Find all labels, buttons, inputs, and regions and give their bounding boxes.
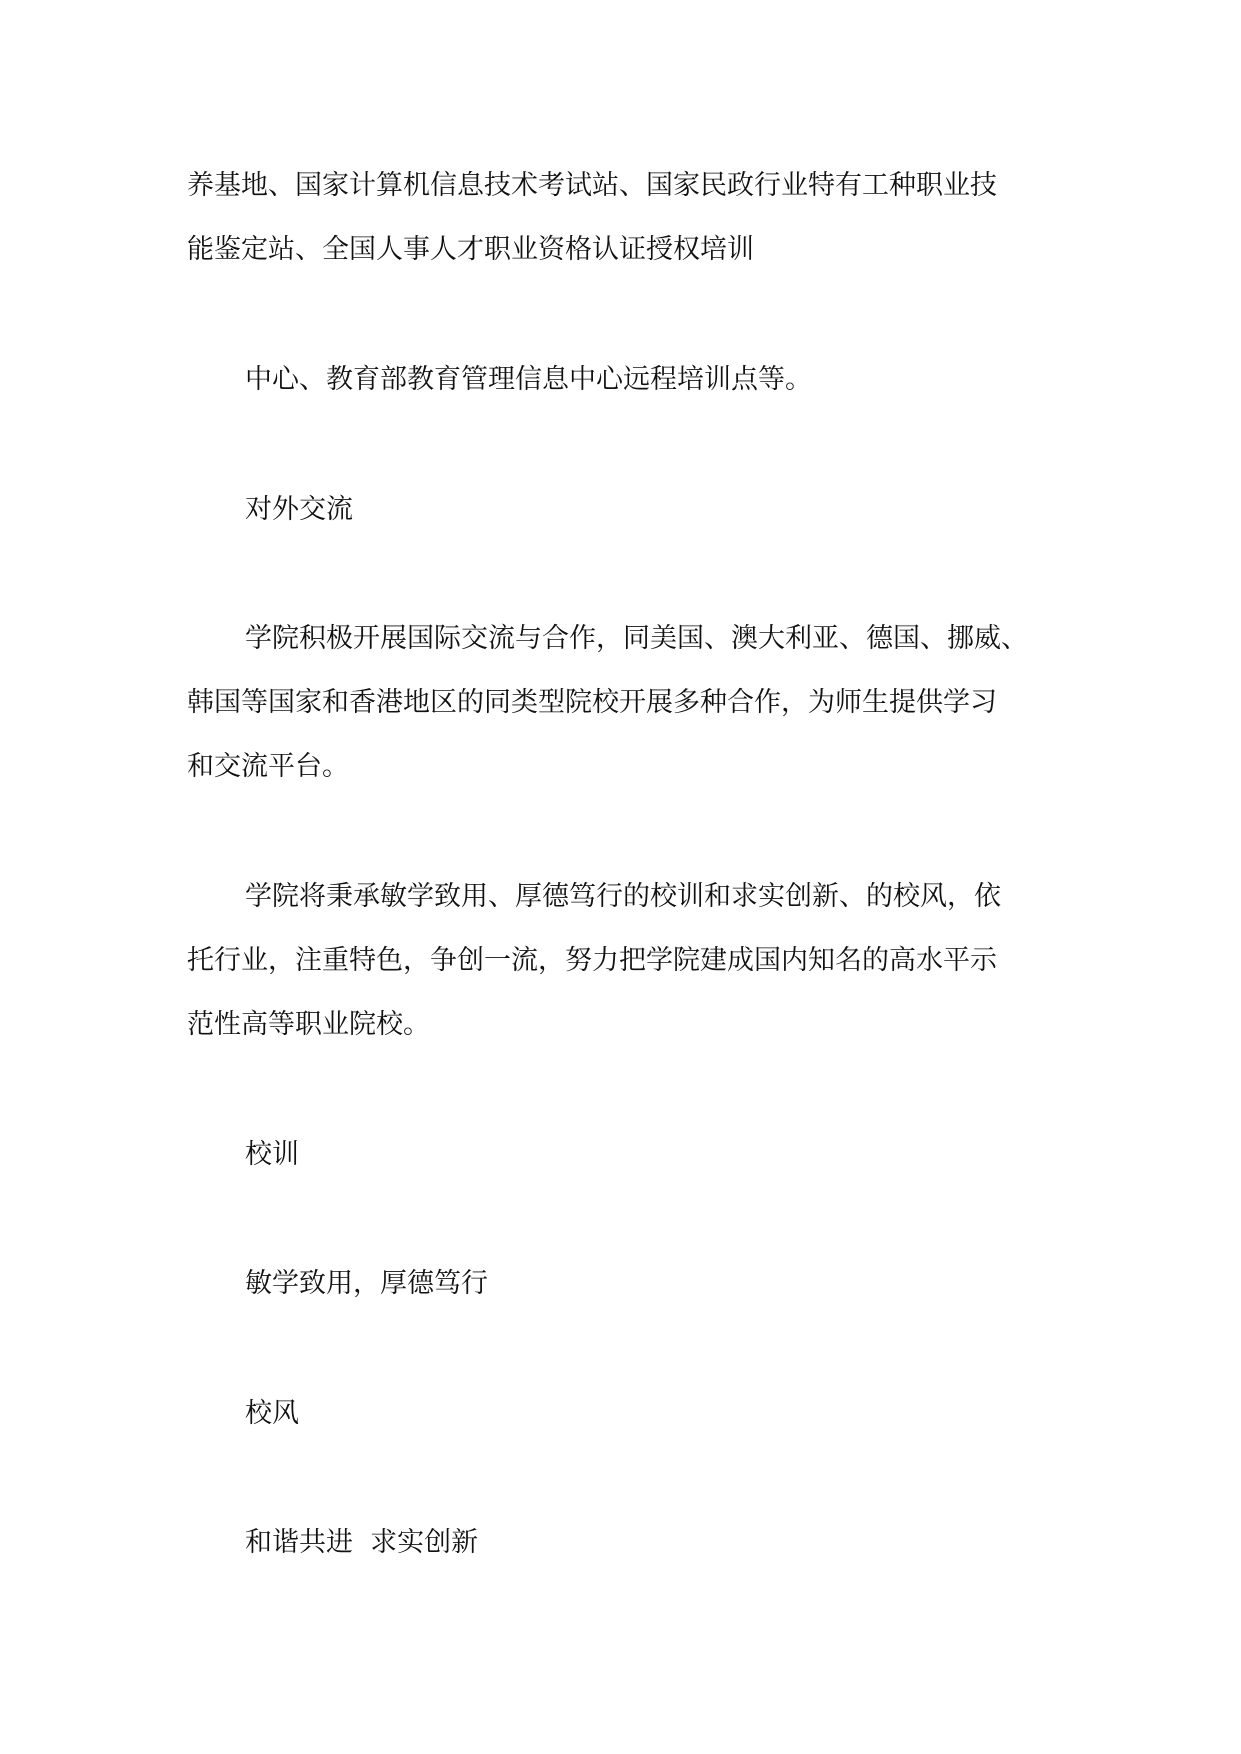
- style-text: 和谐共进 求实创新: [245, 1527, 479, 1558]
- section-heading: 校风: [245, 1398, 299, 1429]
- paragraph-line: 和交流平台。: [187, 751, 349, 782]
- paragraph-line: 学院积极开展国际交流与合作，同美国、澳大利亚、德国、挪威、: [245, 623, 1028, 654]
- paragraph-line: 能鉴定站、全国人事人才职业资格认证授权培训: [187, 234, 754, 265]
- section-heading: 对外交流: [245, 494, 353, 525]
- paragraph-line: 韩国等国家和香港地区的同类型院校开展多种合作，为师生提供学习: [187, 687, 997, 718]
- paragraph-line: 范性高等职业院校。: [187, 1009, 430, 1040]
- section-heading: 校训: [245, 1139, 299, 1170]
- paragraph-line: 中心、教育部教育管理信息中心远程培训点等。: [245, 364, 812, 395]
- motto-text: 敏学致用，厚德笃行: [245, 1268, 488, 1299]
- paragraph-line: 托行业，注重特色，争创一流，努力把学院建成国内知名的高水平示: [187, 945, 997, 976]
- paragraph-line: 学院将秉承敏学致用、厚德笃行的校训和求实创新、的校风，依: [245, 881, 1001, 912]
- paragraph-line: 养基地、国家计算机信息技术考试站、国家民政行业特有工种职业技: [187, 170, 997, 201]
